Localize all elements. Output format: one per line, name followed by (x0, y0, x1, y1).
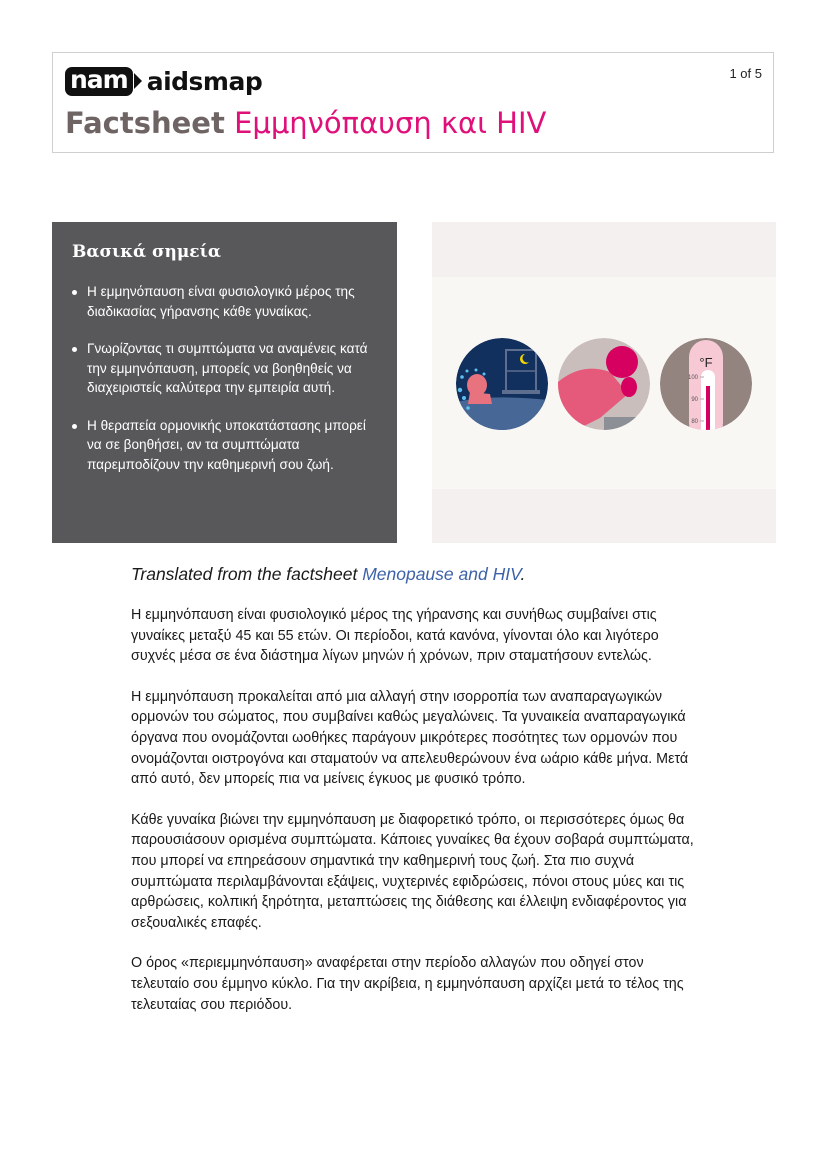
body-paragraph: Η εμμηνόπαυση είναι φυσιολογικό μέρος της γήρανσης και συνήθως συμβαίνει στις γυναίκες μεταξύ 45 και 55 ετών. Οι περίοδοι, κατά κανόνα, γίνονται όλο και λιγότερο συχνές μέσα σε ένα διάστημα λίγων μηνών ή χρόνων, πριν σταματήσουν εντελώς. (131, 607, 659, 665)
main-content (131, 564, 701, 1035)
key-point: Η θεραπεία ορμονικής υποκατάστασης μπορεί να σε βοηθήσει, αν τα συμπτώματα παρεμποδίζουν την καθημερινή σου ζωή. (72, 416, 377, 475)
key-points-box (52, 222, 397, 543)
symptoms-illustration (432, 222, 776, 543)
body-paragraph: Ο όρος «περιεμμηνόπαυση» αναφέρεται στην περίοδο αλλαγών που οδηγεί στον τελευταίο σου έμμηνο κύκλο. Για την ακρίβεια, η εμμηνόπαυση αρχίζει μετά το τέλος της τελευταίας σου περιόδου. (131, 955, 684, 1013)
key-point: Γνωρίζοντας τι συμπτώματα να αναμένεις κατά την εμμηνόπαυση, μπορείς να βοηθηθείς να διαχειριστείς καλύτερα την εμπειρία αυτή. (72, 339, 377, 398)
key-point: Η εμμηνόπαυση είναι φυσιολογικό μέρος της διαδικασίας γήρανσης κάθε γυναίκας. (72, 282, 377, 321)
translated-suffix: . (520, 564, 526, 584)
thermometer-unit: °F (699, 355, 713, 370)
page-indicator: 1 of 5 (729, 66, 762, 81)
title-main: Εμμηνόπαυση και HIV (234, 106, 547, 140)
translated-prefix: Translated from the factsheet (131, 564, 363, 584)
translated-note (131, 564, 701, 585)
thermometer-tick: 80 (691, 419, 698, 425)
logo-nam: nam (65, 67, 133, 96)
key-points-list (72, 282, 377, 474)
title-prefix: Factsheet (65, 106, 225, 140)
thermometer-tick: 90 (691, 397, 698, 403)
logo-aidsmap: aidsmap (146, 66, 263, 96)
illustration-svg (432, 222, 776, 543)
night-sweats-icon (456, 338, 548, 432)
header (52, 52, 774, 153)
low-mood-icon (558, 338, 650, 432)
logo-arrow-icon (134, 73, 142, 89)
key-points-heading: Βασικά σημεία (72, 242, 221, 262)
thermometer-icon (660, 338, 752, 440)
page-title (65, 105, 546, 141)
thermometer-tick: 100 (687, 375, 698, 381)
nam-aidsmap-logo (65, 65, 262, 97)
body-paragraph: Η εμμηνόπαυση προκαλείται από μια αλλαγή στην ισορροπία των αναπαραγωγικών ορμονών του σώματος, που συμβαίνει καθώς μεγαλώνεις. Τα γυναικεία αναπαραγωγικά όργανα που ονομάζονται ωοθήκες παράγουν μικρότερες ποσότητες των ορμονών που ονομάζονται οιστρογόνα και σταματούν να απελευθερώνουν ένα ωάριο κάθε μήνα. Μετά από αυτό, δεν μπορείς πια να μείνεις έγκυος με φυσικό τρόπο. (131, 688, 689, 788)
source-factsheet-link[interactable]: Menopause and HIV (362, 564, 521, 584)
body-paragraph: Κάθε γυναίκα βιώνει την εμμηνόπαυση με διαφορετικό τρόπο, οι περισσότερες όμως θα παρουσιάσουν ορισμένα συμπτώματα. Κάποιες γυναίκες θα έχουν σοβαρά συμπτώματα, που μπορεί να επηρεάσουν σημαντικά την καθημερινή τους ζωή. Στα πιο συχνά συμπτώματα περιλαμβάνονται εξάψεις, νυχτερινές εφιδρώσεις, πόνοι στους μύες και τις αρθρώσεις, κολπική ξηρότητα, μεταπτώσεις της διάθεσης και έλλειψη ενδιαφέροντος για σεξουαλικές επαφές. (131, 811, 694, 931)
